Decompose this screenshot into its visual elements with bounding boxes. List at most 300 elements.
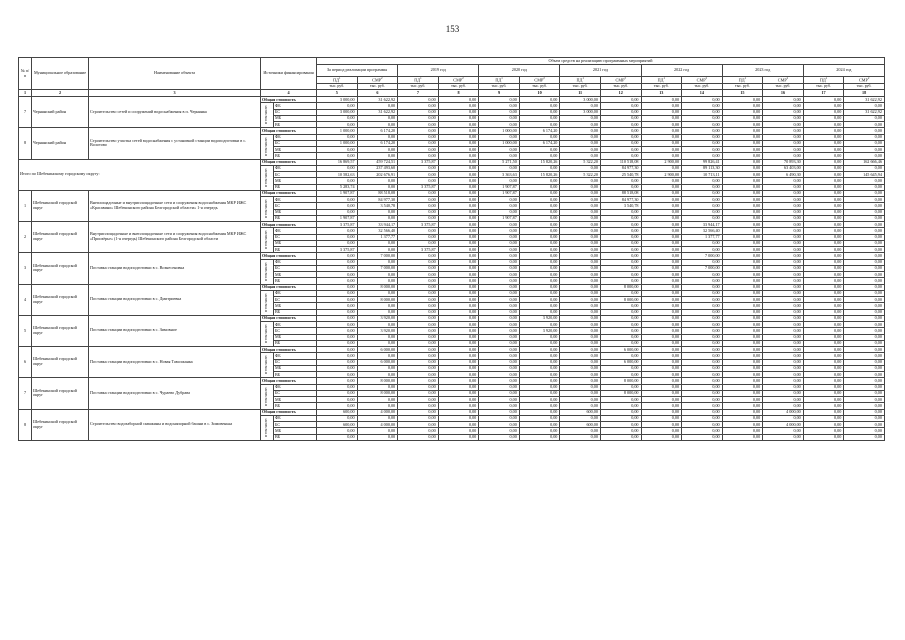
value-cell: 0,00 [519,259,560,265]
value-cell: 0,00 [641,340,682,346]
value-cell: 0,00 [682,115,723,121]
source-label: Общая стоимость [261,190,317,196]
value-cell: 0,00 [803,397,844,403]
value-cell: 0,00 [438,97,479,103]
value-cell: 15 820,26 [519,172,560,178]
value-cell: 0,00 [438,184,479,190]
value-cell: 0,00 [803,303,844,309]
source-label: ФБ [274,103,317,109]
value-cell: 0,00 [844,215,885,221]
value-cell: 0,00 [682,334,723,340]
value-cell: 0,00 [479,359,520,365]
pd-footnote-mark: 1 [338,76,341,81]
value-cell: 0,00 [317,153,358,159]
value-cell: 6 174,20 [357,128,398,134]
value-cell: 0,00 [763,122,804,128]
value-cell: 0,00 [357,353,398,359]
value-cell: 0,00 [844,378,885,384]
value-cell: 0,00 [317,297,358,303]
value-cell: 0,00 [844,347,885,353]
source-label: МБ [274,334,317,340]
value-cell: 0,00 [560,322,601,328]
row-number: 7 [19,378,32,409]
value-cell: 0,00 [479,353,520,359]
value-cell: 0,00 [317,240,358,246]
value-cell: 0,00 [803,409,844,415]
value-cell: 0,00 [438,428,479,434]
value-cell: 162 666,46 [844,159,885,165]
value-cell: 8 000,00 [357,378,398,384]
value-cell: 8 000,00 [600,297,641,303]
value-cell: 0,00 [317,115,358,121]
value-cell: 0,00 [722,322,763,328]
value-cell: 0,00 [682,109,723,115]
source-label: ФБ [274,415,317,421]
value-cell: 0,00 [560,290,601,296]
value-cell: 0,00 [519,303,560,309]
value-cell: 7 000,00 [682,265,723,271]
value-cell: 0,00 [438,390,479,396]
value-cell: 0,00 [844,403,885,409]
value-cell: 0,00 [398,115,439,121]
value-cell: 1 377,77 [357,234,398,240]
value-cell: 0,00 [682,359,723,365]
source-label: МБ [274,147,317,153]
unit-header: тыс. руб. [519,84,560,90]
value-cell: 0,00 [479,278,520,284]
value-cell: 0,00 [398,415,439,421]
value-cell: 0,00 [600,259,641,265]
value-cell: 0,00 [844,322,885,328]
value-cell: 0,00 [479,147,520,153]
value-cell: 0,00 [479,165,520,171]
value-cell: 0,00 [357,103,398,109]
value-cell: 0,00 [763,234,804,240]
value-cell: 0,00 [600,122,641,128]
value-cell: 0,00 [803,247,844,253]
value-cell: 84 977,30 [600,165,641,171]
value-cell: 0,00 [357,147,398,153]
value-cell: 0,00 [479,228,520,234]
value-cell: 0,00 [682,372,723,378]
value-cell: 1 000,00 [317,140,358,146]
col-header-source: Источники финансирования [261,58,317,90]
value-cell: 0,00 [641,209,682,215]
value-cell: 0,00 [722,222,763,228]
value-cell: 0,00 [357,290,398,296]
value-cell: 0,00 [519,247,560,253]
value-cell: 0,00 [682,247,723,253]
value-cell: 0,00 [803,215,844,221]
value-cell: 0,00 [844,178,885,184]
value-cell: 6 490,30 [763,172,804,178]
value-cell: 5 322,20 [560,159,601,165]
value-cell: 0,00 [722,184,763,190]
value-cell: 0,00 [398,228,439,234]
value-cell: 0,00 [398,140,439,146]
value-cell: 0,00 [641,315,682,321]
value-cell: 0,00 [479,365,520,371]
value-cell: 0,00 [479,209,520,215]
value-cell: 0,00 [317,397,358,403]
value-cell: 0,00 [398,303,439,309]
value-cell: 0,00 [519,428,560,434]
value-cell: 0,00 [519,203,560,209]
source-label: Общая стоимость [261,222,317,228]
value-cell: 0,00 [438,415,479,421]
including-label [261,322,274,347]
value-cell: 0,00 [317,203,358,209]
value-cell: 0,00 [479,97,520,103]
column-number: 12 [600,90,641,97]
value-cell: 0,00 [479,222,520,228]
row-number: 6 [19,347,32,378]
value-cell: 0,00 [763,353,804,359]
value-cell: 0,00 [641,228,682,234]
value-cell: 0,00 [560,247,601,253]
value-cell: 0,00 [438,122,479,128]
value-cell: 6 174,20 [519,140,560,146]
value-cell: 0,00 [641,347,682,353]
period-header: 2024 год [803,65,884,77]
pd-footnote-mark: 1 [501,76,503,81]
value-cell: 99 826,41 [682,159,723,165]
value-cell: 0,00 [519,122,560,128]
including-label [261,197,274,222]
value-cell: 0,00 [803,209,844,215]
value-cell: 0,00 [600,265,641,271]
value-cell: 0,00 [398,134,439,140]
value-cell: 0,00 [682,128,723,134]
pd-label: ПД [333,77,339,83]
value-cell: 0,00 [722,403,763,409]
including-text: в том числе: [264,292,269,312]
value-cell: 6 000,00 [357,347,398,353]
value-cell: 4 000,00 [763,422,804,428]
value-cell: 0,00 [317,347,358,353]
value-cell: 0,00 [600,422,641,428]
value-cell: 0,00 [722,290,763,296]
value-cell: 0,00 [600,397,641,403]
value-cell: 0,00 [722,422,763,428]
including-text: в том числе: [264,355,269,375]
value-cell: 0,00 [357,115,398,121]
value-cell: 0,00 [844,278,885,284]
value-cell: 0,00 [398,372,439,378]
value-cell: 88 518,08 [357,190,398,196]
value-cell: 0,00 [844,228,885,234]
row-number: 5 [19,315,32,346]
value-cell: 0,00 [398,109,439,115]
value-cell: 4 000,00 [763,409,804,415]
value-cell: 0,00 [479,253,520,259]
value-cell: 0,00 [600,115,641,121]
smr-header [600,77,641,84]
value-cell: 88 518,08 [600,190,641,196]
pd-footnote-mark: 1 [744,76,747,81]
value-cell: 0,00 [600,153,641,159]
value-cell: 0,00 [641,247,682,253]
value-cell: 0,00 [763,378,804,384]
value-cell: 0,00 [519,378,560,384]
value-cell: 0,00 [519,372,560,378]
value-cell: 0,00 [763,184,804,190]
value-cell: 31 622,92 [844,97,885,103]
value-cell: 0,00 [803,190,844,196]
value-cell: 0,00 [763,434,804,440]
value-cell: 0,00 [803,103,844,109]
smr-footnote-mark: 2 [705,76,708,81]
value-cell: 0,00 [722,115,763,121]
value-cell: 0,00 [722,303,763,309]
value-cell: 0,00 [438,409,479,415]
value-cell: 0,00 [641,322,682,328]
value-cell: 0,00 [722,159,763,165]
value-cell: 0,00 [438,434,479,440]
value-cell: 0,00 [560,234,601,240]
value-cell: 0,00 [519,147,560,153]
value-cell: 0,00 [763,153,804,159]
value-cell: 0,00 [641,215,682,221]
value-cell: 33 944,17 [357,222,398,228]
value-cell: 0,00 [519,359,560,365]
source-label: ВБ [274,247,317,253]
value-cell: 6 000,00 [600,347,641,353]
value-cell: 0,00 [479,384,520,390]
value-cell: 31 622,92 [357,97,398,103]
value-cell: 0,00 [763,109,804,115]
value-cell: 0,00 [600,328,641,334]
value-cell: 0,00 [722,234,763,240]
value-cell: 0,00 [682,397,723,403]
column-number: 10 [519,90,560,97]
value-cell: 0,00 [438,153,479,159]
value-cell: 0,00 [519,353,560,359]
value-cell: 0,00 [479,153,520,159]
object-name: Строительство сетей и сооружений водоснабжения в п. Чернянка [89,97,261,128]
value-cell: 0,00 [641,372,682,378]
source-label: БС [274,203,317,209]
value-cell: 0,00 [438,422,479,428]
value-cell: 1 907,87 [479,184,520,190]
value-cell: 0,00 [722,378,763,384]
value-cell: 0,00 [438,134,479,140]
value-cell: 0,00 [479,240,520,246]
column-number: 9 [479,90,520,97]
value-cell: 0,00 [763,359,804,365]
value-cell: 0,00 [763,178,804,184]
source-label: ФБ [274,384,317,390]
value-cell: 0,00 [682,97,723,103]
value-cell: 0,00 [479,259,520,265]
including-text: в том числе: [264,199,269,218]
value-cell: 0,00 [317,253,358,259]
value-cell: 0,00 [438,347,479,353]
value-cell: 0,00 [763,190,804,196]
value-cell: 0,00 [600,290,641,296]
value-cell: 0,00 [682,240,723,246]
value-cell: 0,00 [519,409,560,415]
value-cell: 0,00 [438,340,479,346]
unit-header: тыс. руб. [682,84,723,90]
including-label [261,384,274,409]
value-cell: 0,00 [438,272,479,278]
value-cell: 0,00 [722,172,763,178]
value-cell: 0,00 [803,147,844,153]
value-cell: 0,00 [682,384,723,390]
source-label: ВБ [274,278,317,284]
value-cell: 0,00 [317,278,358,284]
value-cell: 0,00 [803,253,844,259]
value-cell: 0,00 [722,253,763,259]
value-cell: 0,00 [519,240,560,246]
value-cell: 8 000,00 [600,284,641,290]
including-label [261,290,274,315]
value-cell: 0,00 [803,290,844,296]
value-cell: 0,00 [600,128,641,134]
including-label [261,134,274,159]
value-cell: 3 920,00 [519,328,560,334]
value-cell: 0,00 [479,434,520,440]
pd-label: ПД [657,77,664,83]
column-number: 7 [398,90,439,97]
value-cell: 0,00 [844,197,885,203]
value-cell: 0,00 [600,415,641,421]
value-cell: 0,00 [479,409,520,415]
value-cell: 0,00 [317,372,358,378]
value-cell: 0,00 [722,140,763,146]
value-cell: 0,00 [560,184,601,190]
source-label: ВБ [274,153,317,159]
value-cell: 0,00 [722,390,763,396]
row-number: 3 [19,253,32,284]
value-cell: 0,00 [641,165,682,171]
value-cell: 0,00 [560,203,601,209]
value-cell: 0,00 [317,284,358,290]
source-label: МБ [274,240,317,246]
object-name: Внутриплощадочные и внеплощадочные сети и сооружения водоснабжения МКР ИЖС «Приозёрье» (1-я очередь) Шебекинского района Белгородской области [89,222,261,253]
value-cell: 32 566,40 [682,228,723,234]
unit-header: тыс. руб. [763,84,804,90]
unit-header: тыс. руб. [317,84,358,90]
value-cell: 0,00 [398,384,439,390]
object-name: Поставка станции водоподготовки в с. Чураево Дубрава [89,378,261,409]
value-cell: 3 540,78 [600,203,641,209]
value-cell: 0,00 [317,272,358,278]
value-cell: 70 893,30 [763,159,804,165]
value-cell: 0,00 [803,347,844,353]
smr-label: СМР [777,77,787,83]
value-cell: 0,00 [438,297,479,303]
value-cell: 0,00 [844,397,885,403]
value-cell: 0,00 [722,415,763,421]
column-number: 15 [722,90,763,97]
value-cell: 0,00 [844,353,885,359]
object-name: Строительство водозаборной скважины и водонапорной башни в с. Зимовенька [89,409,261,440]
value-cell: 0,00 [560,128,601,134]
value-cell: 0,00 [438,190,479,196]
value-cell: 0,00 [479,115,520,121]
value-cell: 0,00 [438,234,479,240]
value-cell: 0,00 [479,197,520,203]
value-cell: 145 645,94 [844,172,885,178]
value-cell: 0,00 [438,115,479,121]
value-cell: 0,00 [641,147,682,153]
value-cell: 0,00 [479,290,520,296]
source-label: МБ [274,365,317,371]
value-cell: 0,00 [398,315,439,321]
value-cell: 0,00 [479,322,520,328]
value-cell: 0,00 [763,228,804,234]
value-cell: 0,00 [682,284,723,290]
value-cell: 0,00 [844,190,885,196]
value-cell: 0,00 [722,228,763,234]
value-cell: 0,00 [479,297,520,303]
smr-label: СМР [858,77,868,83]
value-cell: 0,00 [641,259,682,265]
value-cell: 8 000,00 [357,390,398,396]
value-cell: 1 000,00 [317,128,358,134]
value-cell: 0,00 [763,365,804,371]
value-cell: 0,00 [641,415,682,421]
value-cell: 0,00 [438,203,479,209]
value-cell: 0,00 [357,215,398,221]
value-cell: 0,00 [641,272,682,278]
value-cell: 0,00 [844,297,885,303]
value-cell: 0,00 [803,403,844,409]
value-cell: 0,00 [519,234,560,240]
value-cell: 600,00 [317,422,358,428]
value-cell: 0,00 [357,153,398,159]
value-cell: 0,00 [479,378,520,384]
value-cell: 0,00 [519,334,560,340]
value-cell: 0,00 [763,272,804,278]
value-cell: 0,00 [803,322,844,328]
value-cell: 25 540,78 [600,172,641,178]
value-cell: 31 622,92 [357,109,398,115]
value-cell: 0,00 [803,122,844,128]
value-cell: 0,00 [479,415,520,421]
value-cell: 0,00 [763,209,804,215]
value-cell: 0,00 [722,153,763,159]
value-cell: 0,00 [560,209,601,215]
value-cell: 0,00 [519,190,560,196]
value-cell: 0,00 [803,234,844,240]
row-number: 1 [19,190,32,221]
value-cell: 0,00 [722,209,763,215]
value-cell: 0,00 [600,215,641,221]
smr-label: СМР [453,77,463,83]
value-cell: 4 000,00 [357,409,398,415]
value-cell: 0,00 [438,159,479,165]
value-cell: 0,00 [844,334,885,340]
value-cell: 0,00 [438,259,479,265]
source-label: ФБ [274,134,317,140]
value-cell: 3 375,87 [398,222,439,228]
including-label [261,165,274,190]
value-cell: 0,00 [600,334,641,340]
value-cell: 0,00 [722,297,763,303]
value-cell: 0,00 [560,353,601,359]
value-cell: 0,00 [844,122,885,128]
source-label: МБ [274,115,317,121]
value-cell: 0,00 [763,197,804,203]
page-number: 153 [445,24,460,34]
value-cell: 0,00 [479,203,520,209]
object-name: Строительство участка сетей водоснабжения с установкой станции водоподготовки в с. Волотово [89,128,261,159]
value-cell: 0,00 [600,315,641,321]
including-text: в том числе: [264,417,269,437]
